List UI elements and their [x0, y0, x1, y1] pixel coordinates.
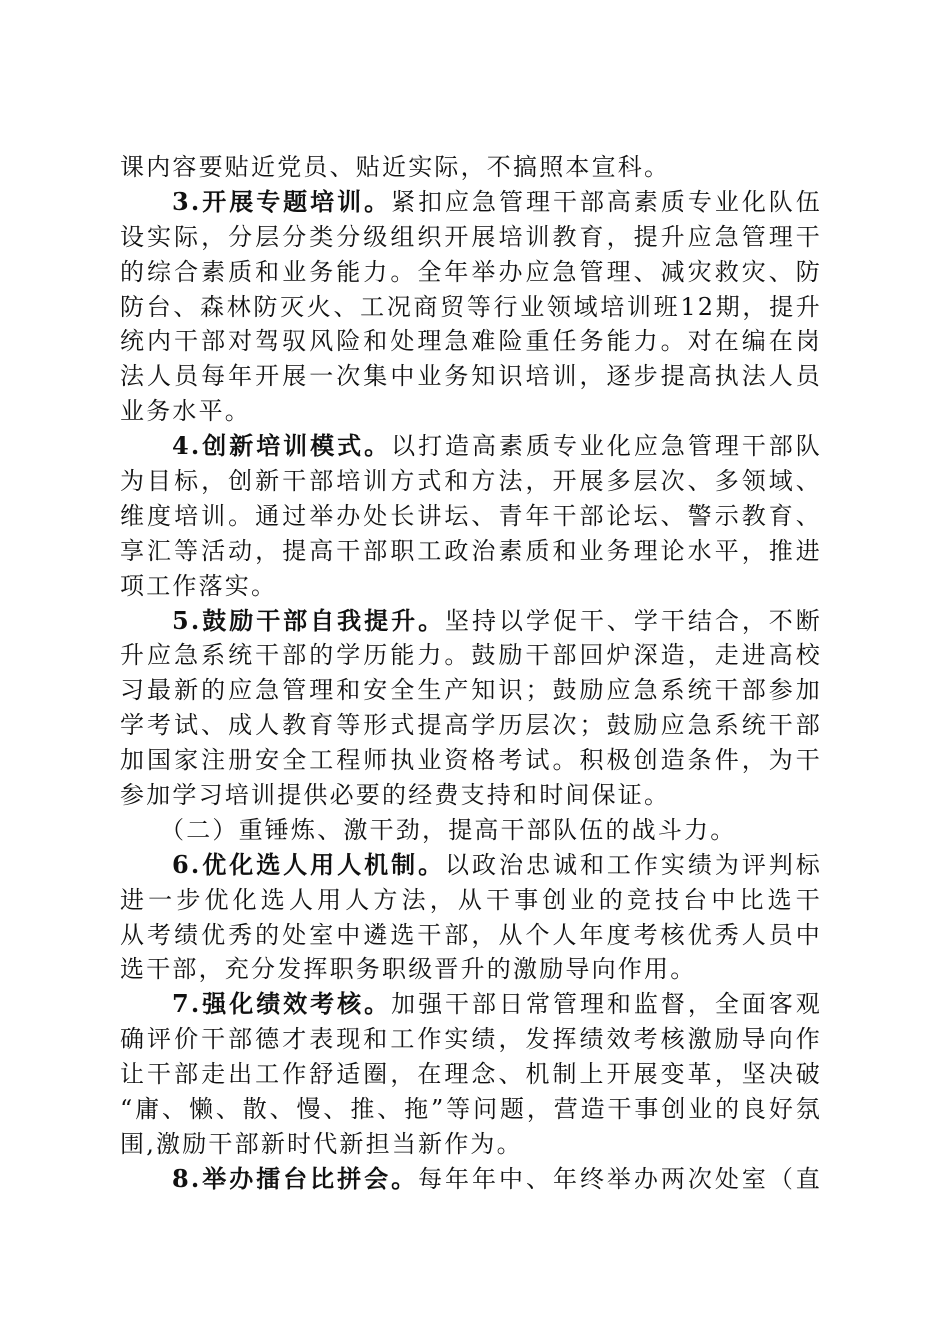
- text-line: [120, 883, 822, 918]
- line-text: 以政治忠诚和工作实绩为评判标: [445, 850, 822, 879]
- line-text: 选干部，充分发挥职务职级晋升的激励导向作用。: [120, 955, 697, 984]
- text-line: [120, 150, 822, 185]
- line-text: 统内干部对驾驭风险和处理急难险重任务能力。对在编在岗: [120, 327, 822, 356]
- item-heading: 4.创新培训模式。: [172, 431, 392, 461]
- line-text: 确评价干部德才表现和工作实绩，发挥绩效考核激励导向作: [120, 1025, 822, 1054]
- section-heading: [120, 813, 822, 848]
- text-line: [120, 1022, 822, 1057]
- line-text: 加强干部日常管理和监督，全面客观: [391, 990, 822, 1019]
- line-text: 从考绩优秀的处室中遴选干部，从个人年度考核优秀人员中: [120, 920, 822, 949]
- paragraph-first-line: [120, 604, 822, 639]
- line-text: 坚持以学促干、学干结合，不断: [445, 606, 822, 635]
- line-text: 为目标，创新干部培训方式和方法，开展多层次、多领域、: [120, 467, 822, 496]
- text-line: [120, 1057, 822, 1092]
- line-text: 项工作落实。: [120, 571, 278, 600]
- line-text: 的综合素质和业务能力。全年举办应急管理、减灾救灾、防: [120, 257, 822, 286]
- paragraph-first-line: [120, 987, 822, 1022]
- line-text: 法人员每年开展一次集中业务知识培训，逐步提高执法人员: [120, 362, 822, 391]
- item-heading: 8.举办擂台比拼会。: [172, 1163, 419, 1193]
- text-line: [120, 569, 822, 604]
- text-line: [120, 359, 822, 394]
- line-text: 升应急系统干部的学历能力。鼓励干部回炉深造，走进高校: [120, 641, 822, 670]
- line-text: 参加学习培训提供必要的经费支持和时间保证。: [120, 781, 671, 810]
- paragraph-first-line: [120, 848, 822, 883]
- line-text: （二）重锤炼、激干劲，提高干部队伍的战斗力。: [160, 815, 737, 844]
- line-text: 加国家注册安全工程师执业资格考试。积极创造条件，为干: [120, 746, 822, 775]
- text-line: [120, 534, 822, 569]
- line-text: 学考试、成人教育等形式提高学历层次；鼓励应急系统干部: [120, 711, 822, 740]
- line-text: 紧扣应急管理干部高素质专业化队伍: [391, 187, 822, 216]
- text-line: [120, 638, 822, 673]
- text-line: [120, 673, 822, 708]
- line-text: 以打造高素质专业化应急管理干部队: [391, 432, 822, 461]
- line-text: 业务水平。: [120, 397, 251, 426]
- line-text: “庸、懒、散、慢、推、拖”等问题，营造干事创业的良好氛: [120, 1095, 822, 1124]
- text-line: [120, 220, 822, 255]
- paragraph-first-line: [120, 185, 822, 220]
- line-text: 设实际，分层分类分级组织开展培训教育，提升应急管理干: [120, 222, 822, 251]
- text-line: [120, 708, 822, 743]
- text-line: [120, 499, 822, 534]
- text-line: [120, 324, 822, 359]
- line-text: 享汇等活动，提高干部职工政治素质和业务理论水平，推进: [120, 536, 822, 565]
- line-text: 进一步优化选人用人方法，从干事创业的竞技台中比选干: [120, 885, 822, 914]
- line-text: 习最新的应急管理和安全生产知识；鼓励应急系统干部参加: [120, 676, 822, 705]
- item-heading: 7.强化绩效考核。: [172, 989, 392, 1019]
- text-line: [120, 1127, 822, 1162]
- text-line: [120, 778, 822, 813]
- line-text: 课内容要贴近党员、贴近实际，不搞照本宣科。: [120, 153, 671, 181]
- line-text: 维度培训。通过举办处长讲坛、青年干部论坛、警示教育、: [120, 501, 822, 530]
- text-line: [120, 1092, 822, 1127]
- text-line: [120, 952, 822, 987]
- text-line: [120, 255, 822, 290]
- item-heading: 3.开展专题培训。: [172, 186, 392, 216]
- text-line: [120, 464, 822, 499]
- item-heading: 6.优化选人用人机制。: [172, 849, 446, 879]
- line-text: 让干部走出工作舒适圈，在理念、机制上开展变革，坚决破: [120, 1060, 822, 1089]
- text-line: [120, 394, 822, 429]
- text-line: [120, 290, 822, 325]
- text-line: [120, 918, 822, 953]
- paragraph-first-line: [120, 1162, 822, 1197]
- paragraph-first-line: [120, 429, 822, 464]
- line-text: 围,激励干部新时代新担当新作为。: [120, 1129, 523, 1158]
- line-text: 防台、森林防灭火、工况商贸等行业领域培训班12期，提升: [120, 292, 822, 321]
- item-heading: 5.鼓励干部自我提升。: [172, 605, 446, 635]
- text-line: [120, 743, 822, 778]
- document-page: [120, 150, 822, 1197]
- line-text: 每年年中、年终举办两次处室（直: [418, 1164, 822, 1193]
